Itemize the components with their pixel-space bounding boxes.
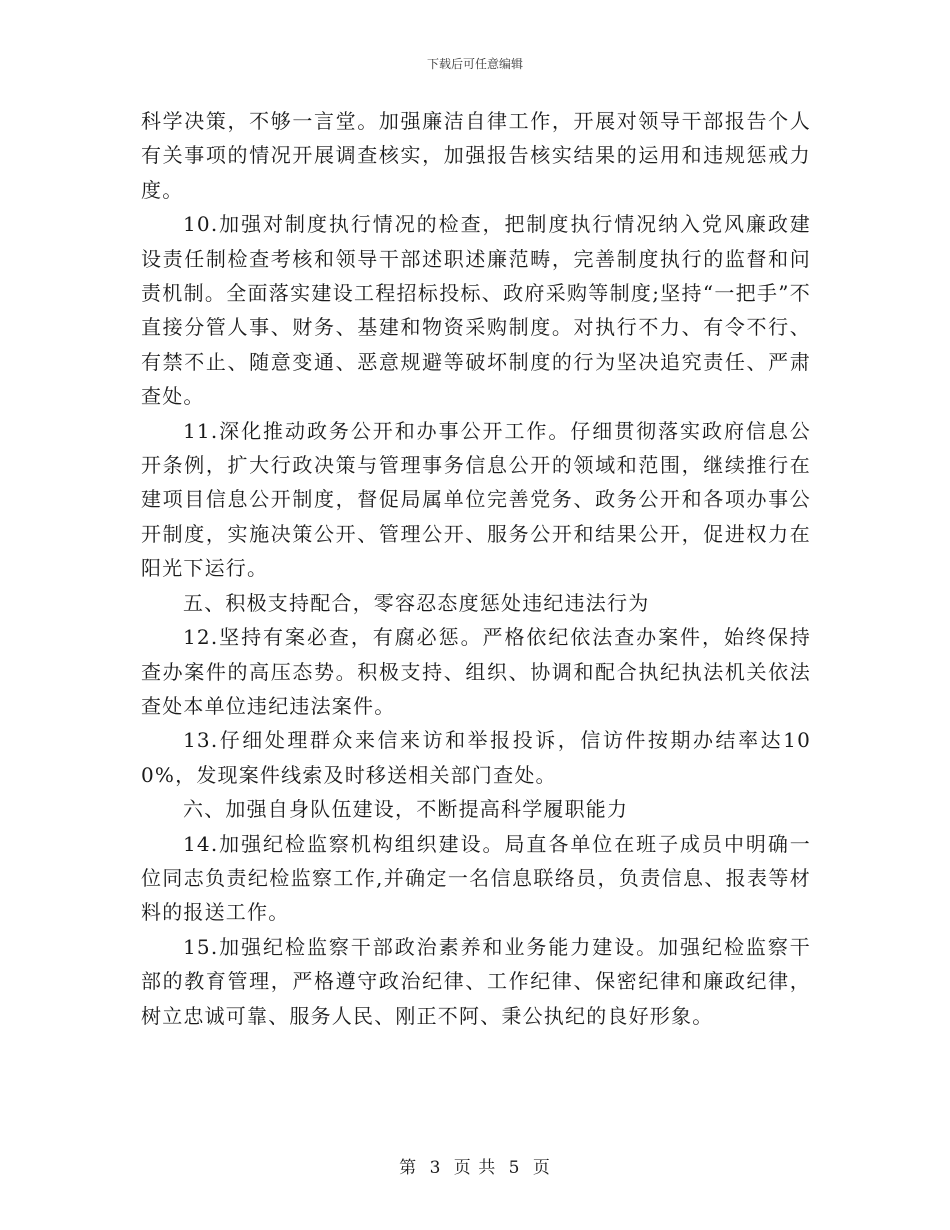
paragraph-5: 13.仔细处理群众来信来访和举报投诉，信访件按期办结率达100%，发现案件线索及时移送相关部门查处。 bbox=[141, 728, 811, 787]
paragraph-7: 14.加强纪检监察机构组织建设。局直各单位在班子成员中明确一位同志负责纪检监察工作,并确定一名信息联络员，负责信息、报表等材料的报送工作。 bbox=[141, 831, 811, 925]
section-heading-5: 五、积极支持配合，零容忍态度惩处违纪违法行为 bbox=[183, 590, 650, 615]
current-page-number: 3 bbox=[429, 1158, 442, 1178]
paragraph-1: 10.加强对制度执行情况的检查，把制度执行情况纳入党风廉政建设责任制检查考核和领导干部述职述廉范畴，完善制度执行的监督和问责机制。全面落实建设工程招标投标、政府采购等制度;坚持“一把手”不直接分管人事、财务、基建和物资采购制度。对执行不力、有令不行、有禁不止、随意变通、恶意规避等破坏制度的行为坚决追究责任、严肃查处。 bbox=[141, 212, 811, 409]
total-pages-number: 5 bbox=[508, 1158, 521, 1178]
paragraph-4: 12.坚持有案必查，有腐必惩。严格依纪依法查办案件，始终保持查办案件的高压态势。积极支持、组织、协调和配合执纪执法机关依法查处本单位违纪违法案件。 bbox=[141, 625, 811, 718]
footer-suffix: 页 bbox=[532, 1158, 551, 1178]
footer-prefix: 第 bbox=[399, 1158, 418, 1178]
page-header: 下载后可任意编辑 bbox=[426, 57, 523, 71]
section-heading-6: 六、加强自身队伍建设，不断提高科学履职能力 bbox=[183, 797, 629, 822]
paragraph-2: 11.深化推动政务公开和办事公开工作。仔细贯彻落实政府信息公开条例，扩大行政决策与管理事务信息公开的领域和范围，继续推行在建项目信息公开制度，督促局属单位完善党务、政务公开和各项办事公开制度，实施决策公开、管理公开、服务公开和结果公开，促进权力在阳光下运行。 bbox=[141, 418, 811, 581]
document-body bbox=[141, 104, 811, 1033]
page-footer bbox=[0, 1153, 950, 1178]
paragraph-0: 科学决策，不够一言堂。加强廉洁自律工作，开展对领导干部报告个人有关事项的情况开展调查核实，加强报告核实结果的运用和违规惩戒力度。 bbox=[141, 109, 811, 202]
paragraph-8: 15.加强纪检监察干部政治素养和业务能力建设。加强纪检监察干部的教育管理，严格遵守政治纪律、工作纪律、保密纪律和廉政纪律，树立忠诚可靠、服务人民、刚正不阿、秉公执纪的良好形象。 bbox=[141, 934, 811, 1028]
footer-middle: 页 共 bbox=[453, 1158, 497, 1178]
